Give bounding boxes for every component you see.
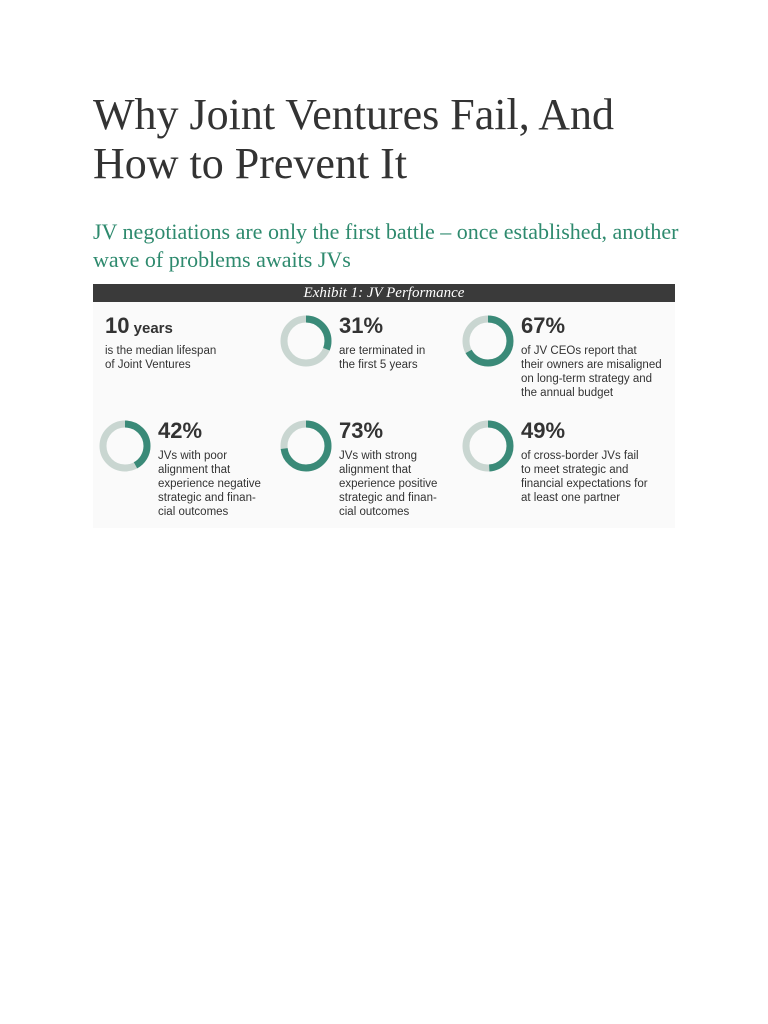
stat-value: 67% (521, 313, 566, 338)
article-subtitle: JV negotiations are only the first battle – once established, another wave of problems awaits JVs (93, 219, 679, 272)
page-title: Why Joint Ventures Fail, And How to Prevent It (93, 90, 615, 188)
stat-description: JVs with poor alignment that experience negative strategic and finan- cial outcomes (158, 450, 261, 518)
stat-value: 49% (521, 418, 566, 443)
stat-description: of cross-border JVs fail to meet strategic and financial expectations for at least one partner (521, 450, 648, 504)
donut-chart (98, 419, 152, 473)
exhibit-caption: Exhibit 1: JV Performance (93, 284, 675, 302)
stat-value: 42% (158, 418, 203, 443)
stat-value: 73% (339, 418, 384, 443)
stat-unit: years (129, 320, 173, 337)
stat-description: is the median lifespan of Joint Ventures (105, 345, 217, 371)
stat-description: JVs with strong alignment that experience positive strategic and finan- cial outcomes (339, 450, 438, 518)
stat-description: of JV CEOs report that their owners are misaligned on long-term strategy and the annual budget (521, 345, 662, 399)
donut-chart (279, 314, 333, 368)
stat-description: are terminated in the first 5 years (339, 345, 426, 371)
stat-value: 31% (339, 313, 384, 338)
donut-chart (461, 314, 515, 368)
stat-number: 10 (105, 313, 130, 338)
donut-chart (279, 419, 333, 473)
exhibit-stats-panel (93, 302, 675, 528)
stat-value (105, 314, 173, 341)
donut-chart (461, 419, 515, 473)
